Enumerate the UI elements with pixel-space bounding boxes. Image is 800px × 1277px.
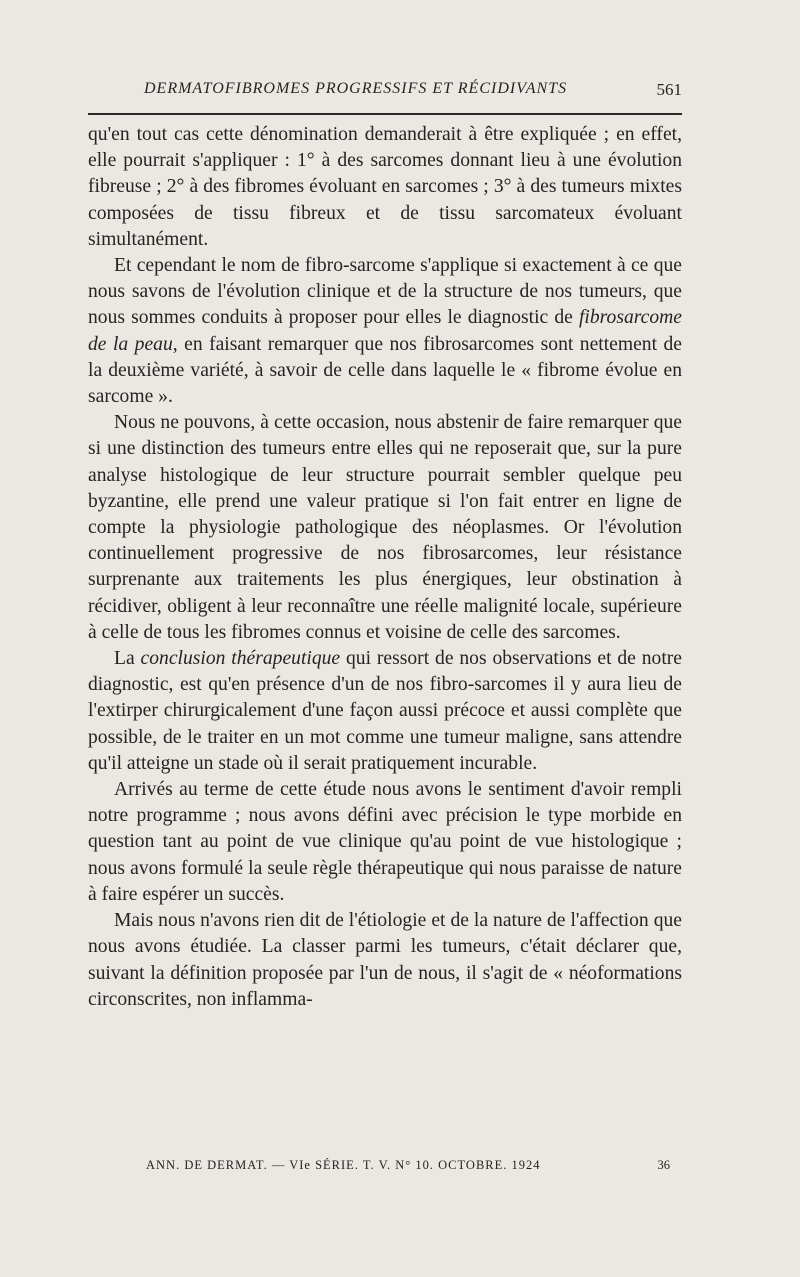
running-title: DERMATOFIBROMES PROGRESSIFS ET RÉCIDIVANTS [144,80,568,97]
paragraph-2 [88,253,682,410]
paragraph-2-emphasis: fibrosarcome de la peau [88,307,682,355]
running-head [88,80,682,106]
paragraph-5: Arrivés au terme de cette étude nous avons le sentiment d'avoir rempli notre programme ; nous avons défini avec précision le type morbide en question tant au point de vue clinique qu'au point de vue histologique ; nous avons formulé la seule règle thérapeutique qui nous paraisse de nature à faire espérer un succès. [88,779,682,905]
paragraph-4-text-a: La [114,648,141,670]
paragraph-3: Nous ne pouvons, à cette occasion, nous abstenir de faire remarquer que si une distinction des tumeurs entre elles qui ne reposerait que, sur la pure analyse histologique de leur structure pourrait sembler quelque peu byzantine, elle prend une valeur pratique si l'on fait entrer en ligne de compte la physiologie pathologique des néoplasmes. Or l'évolution continuellement progressive de nos fibrosarcomes, leur résistance surprenante aux traitements les plus énergiques, leur obstination à récidiver, obligent à leur reconnaître une réelle malignité locale, supérieure à celle de tous les fibromes connus et voisine de celle des sarcomes. [88,412,682,643]
paragraph-2-text-b: , en faisant remarquer que nos fibrosarcomes sont nettement de la deuxième variété, à savoir de celle dans laquelle le « fibrome évolue en sarcome ». [88,333,682,408]
page-number: 561 [656,80,682,99]
paragraph-4 [88,646,682,777]
paragraph-6: Mais nous n'avons rien dit de l'étiologie et de la nature de l'affection que nous avons étudiée. La classer parmi les tumeurs, c'était déclarer que, suivant la définition proposée par l'un de nous, il s'agit de « néoformations circonscrites, non inflamma- [88,910,682,1010]
signature-mark: 36 [657,1158,670,1172]
journal-line: ANN. DE DERMAT. — VIe SÉRIE. T. V. N° 10. OCTOBRE. 1924 [146,1158,541,1172]
paragraph-1: qu'en tout cas cette dénomination demanderait à être expliquée ; en effet, elle pourrait s'appliquer : 1° à des sarcomes donnant lieu à une évolution fibreuse ; 2° à des fibromes évoluant en sarcomes ; 3° à des tumeurs mixtes composées de tissu fibreux et de tissu sarcomateux évoluant simultanément. [88,124,682,250]
page-footer [88,1158,682,1178]
body-text [88,122,682,1013]
header-rule [88,113,682,115]
paragraph-2-text-a: Et cependant le nom de fibro-sarcome s'applique si exactement à ce que nous savons de l'évolution clinique et de la structure de nos tumeurs, que nous sommes conduits à proposer pour elles le diagnostic de [88,255,682,329]
paragraph-4-text-b: qui ressort de nos observations et de notre diagnostic, est qu'en présence d'un de nos fibro-sarcomes il y aura lieu de l'extirper chirurgicalement d'une façon aussi précoce et aussi complète que possible, de le traiter en un mot comme une tumeur maligne, sans attendre qu'il atteigne un stade où il serait pratiquement incurable. [88,648,682,774]
paragraph-4-emphasis: conclusion thérapeutique [140,648,341,670]
